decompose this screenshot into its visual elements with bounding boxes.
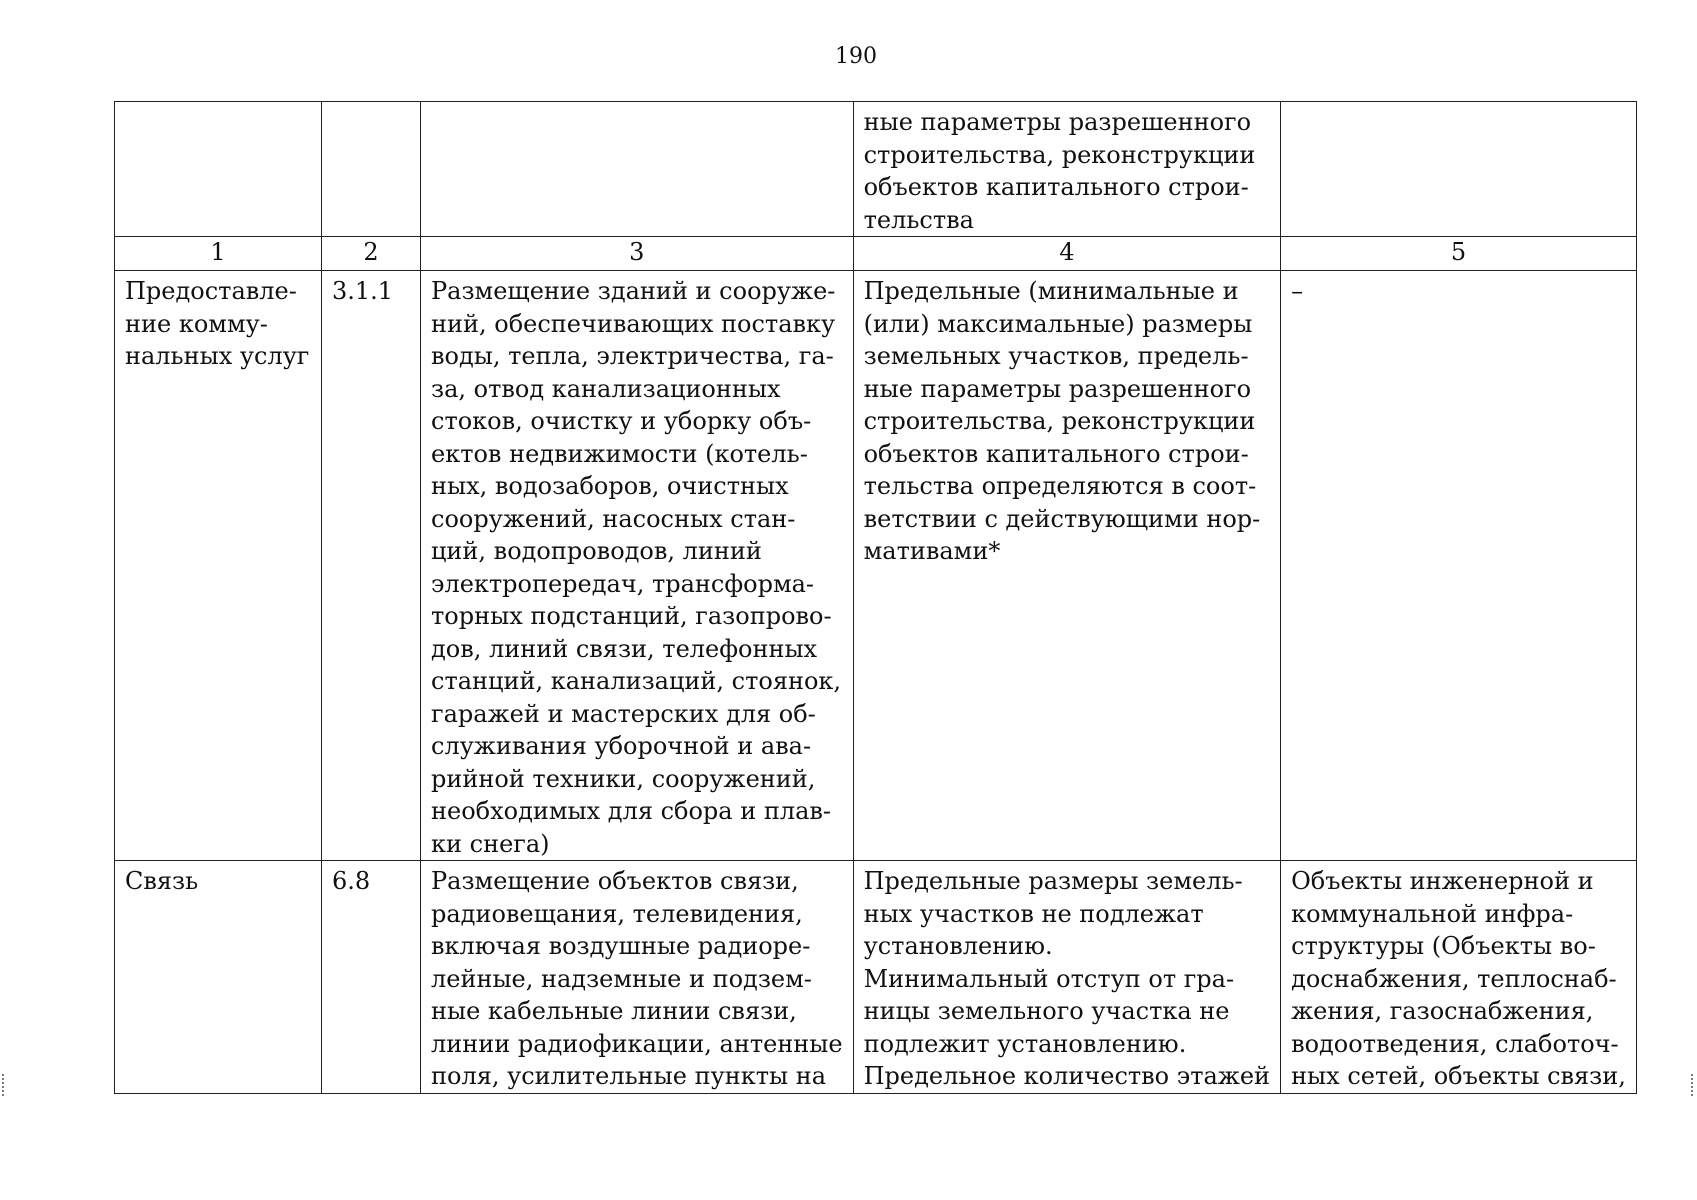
text-line: сооружений, насосных стан-	[431, 504, 796, 533]
text-line: (или) максимальные) размеры	[863, 309, 1253, 338]
text-line: тельства	[863, 205, 974, 234]
cell-description	[421, 271, 854, 861]
text-line: поля, усилительные пункты на	[431, 1062, 827, 1090]
text-line: ветствии с действующими нор-	[863, 504, 1261, 533]
text-line: Объекты инженерной и	[1291, 867, 1594, 895]
text-line: станций, канализаций, стоянок,	[431, 667, 842, 695]
column-number-row	[115, 237, 1637, 271]
text-line: за, отвод канализационных	[431, 374, 781, 403]
text-line: рийной техники, сооружений,	[431, 764, 816, 793]
text-line: ных сетей, объекты связи,	[1291, 1062, 1626, 1090]
cell-name	[115, 271, 322, 861]
text-line: ные параметры разрешенного	[863, 108, 1252, 136]
cell-code: 6.8	[322, 861, 421, 1094]
text-line: структуры (Объекты во-	[1291, 932, 1596, 960]
text-line: ние комму-	[125, 309, 268, 338]
text-line: ций, водопроводов, линий	[431, 537, 762, 565]
text-line: воды, тепла, электричества, га-	[431, 342, 834, 370]
column-number: 4	[853, 237, 1280, 271]
table-row	[115, 271, 1637, 861]
text-line: Предоставле-	[125, 277, 297, 305]
text-line: доснабжения, теплоснаб-	[1291, 964, 1617, 993]
text-line: Предельные (минимальные и	[863, 277, 1239, 305]
text-line: линии радиофикации, антенные	[431, 1029, 843, 1058]
text-line: ки снега)	[431, 829, 550, 858]
text-line: объектов капитального строи-	[863, 173, 1249, 201]
text-line: водоотведения, слаботоч-	[1291, 1029, 1619, 1058]
text-line: включая воздушные радиоре-	[431, 932, 811, 960]
text-line: мативами*	[863, 537, 1001, 565]
cell-description	[421, 102, 854, 237]
text-line: радиовещания, телевидения,	[431, 899, 803, 928]
text-line: жения, газоснабжения,	[1291, 997, 1594, 1025]
text-line: торных подстанций, газопрово-	[431, 602, 832, 630]
text-line: стоков, очистку и уборку объ-	[431, 407, 812, 435]
text-line: ний, обеспечивающих поставку	[431, 309, 836, 338]
land-use-table	[114, 101, 1637, 1094]
cell-notes	[1281, 271, 1637, 861]
text-line: коммунальной инфра-	[1291, 899, 1574, 928]
text-line: ных участков не подлежат	[863, 899, 1204, 928]
text-line: лейные, надземные и подзем-	[431, 964, 812, 993]
text-line: тельства определяются в соот-	[863, 472, 1257, 500]
left-margin-mark	[2, 1074, 5, 1096]
cell-name	[115, 861, 322, 1094]
text-line: Размещение объектов связи,	[431, 867, 799, 895]
text-line: ектов недвижимости (котель-	[431, 439, 808, 468]
text-line: необходимых для сбора и плав-	[431, 797, 832, 825]
text-line: гаражей и мастерских для об-	[431, 699, 816, 728]
cell-parameters	[853, 271, 1280, 861]
cell-code	[322, 102, 421, 237]
text-line: объектов капитального строи-	[863, 439, 1249, 468]
text-line: ных, водозаборов, очистных	[431, 472, 789, 500]
text-line: нальных услуг	[125, 342, 310, 370]
column-number: 3	[421, 237, 854, 271]
column-number: 5	[1281, 237, 1637, 271]
cell-notes	[1281, 861, 1637, 1094]
column-number: 1	[115, 237, 322, 271]
cell-notes	[1281, 102, 1637, 237]
text-line: ные параметры разрешенного	[863, 374, 1252, 403]
text-line: Предельное количество этажей	[863, 1062, 1271, 1090]
text-line: служивания уборочной и ава-	[431, 732, 812, 760]
text-line: установлению.	[863, 932, 1053, 960]
text-line: строительства, реконструкции	[863, 407, 1256, 435]
text-line: земельных участков, предель-	[863, 342, 1249, 370]
text-line: электропередач, трансформа-	[431, 569, 815, 598]
text-line: Минимальный отступ от гра-	[863, 964, 1235, 993]
text-line: дов, линий связи, телефонных	[431, 634, 818, 663]
cell-code: 3.1.1	[322, 271, 421, 861]
cell-name	[115, 102, 322, 237]
cell-parameters	[853, 102, 1280, 237]
text-line: подлежит установлению.	[863, 1029, 1187, 1058]
page-number: 190	[835, 44, 877, 69]
text-line: строительства, реконструкции	[863, 140, 1256, 169]
text-line: Предельные размеры земель-	[863, 867, 1243, 895]
text-line: –	[1291, 277, 1304, 305]
table-row	[115, 861, 1637, 1094]
text-line: Размещение зданий и сооруже-	[431, 277, 836, 305]
cell-description	[421, 861, 854, 1094]
cell-parameters	[853, 861, 1280, 1094]
text-line: Связь	[125, 867, 199, 895]
text-line: ницы земельного участка не	[863, 997, 1230, 1025]
continuation-row	[115, 102, 1637, 237]
right-margin-mark	[1691, 1074, 1694, 1096]
text-line: ные кабельные линии связи,	[431, 997, 797, 1025]
column-number: 2	[322, 237, 421, 271]
